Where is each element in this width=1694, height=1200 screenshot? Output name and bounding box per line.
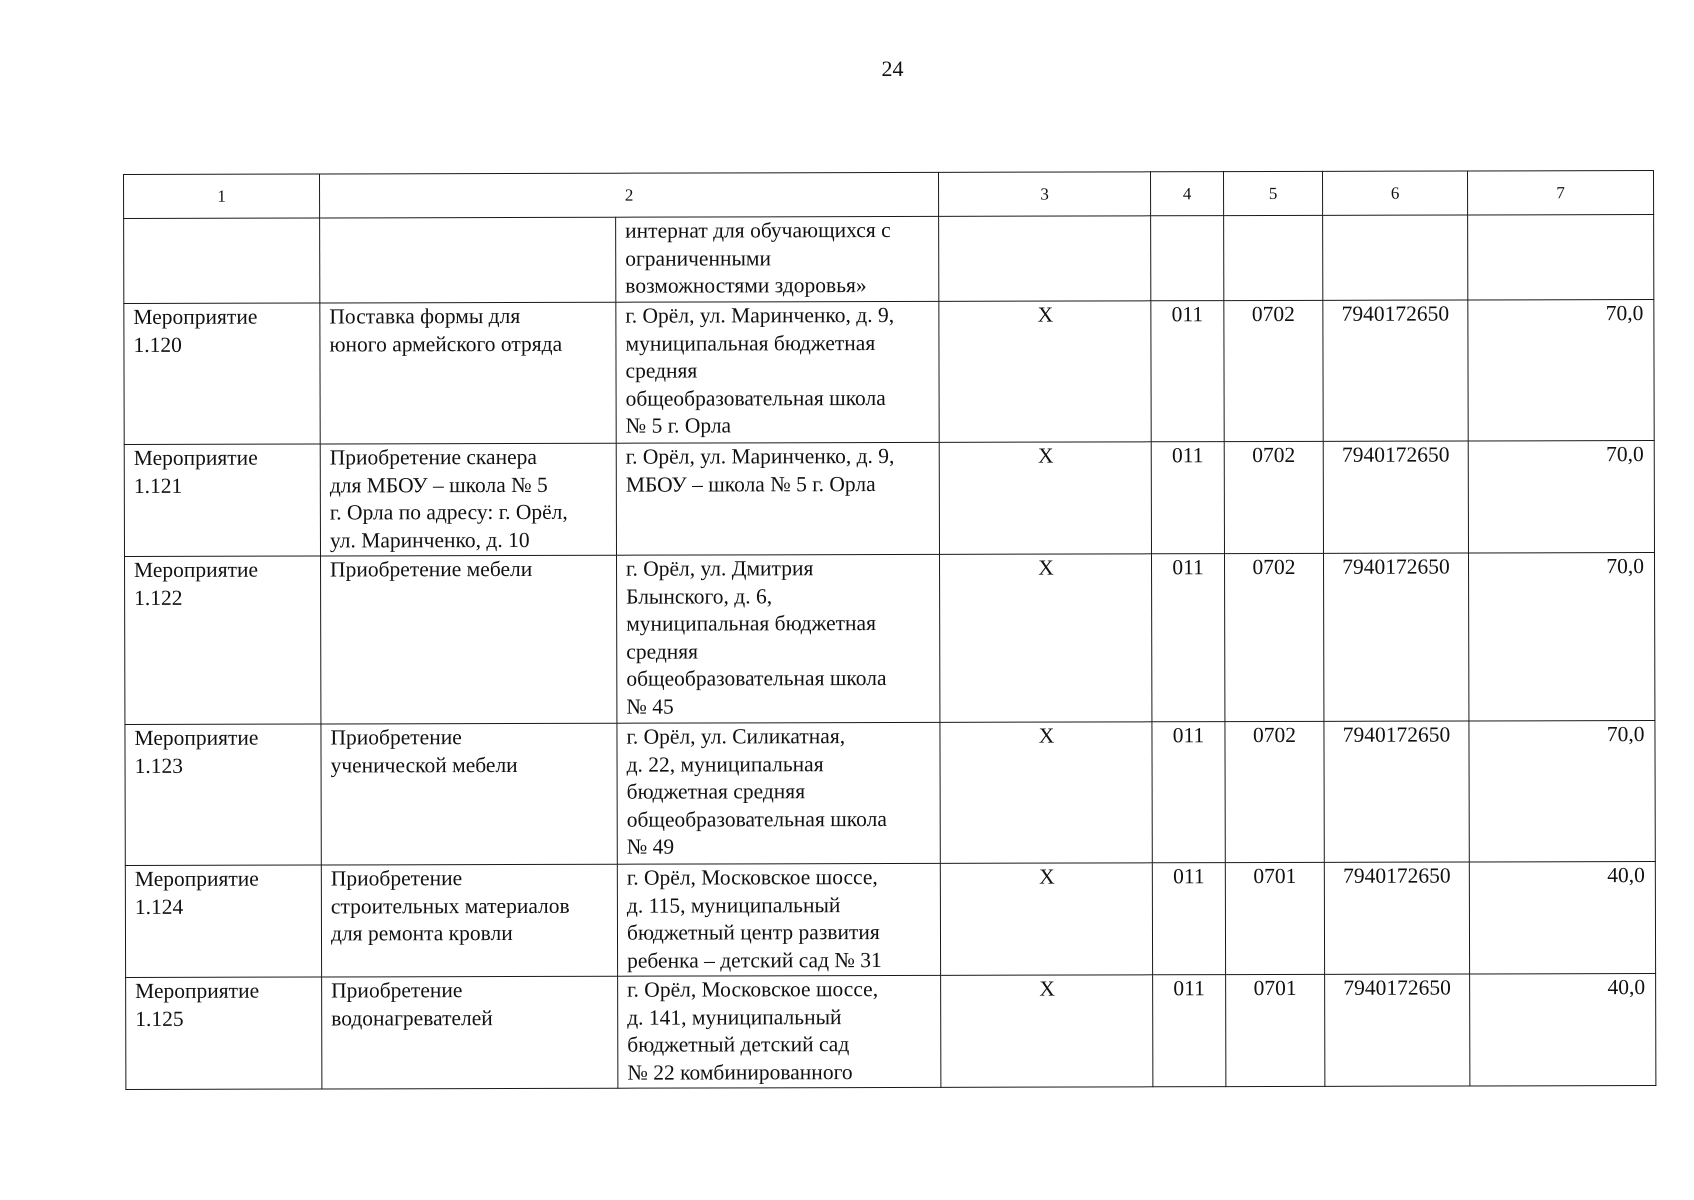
- address-cell: г. Орёл, ул. Маринченко, д. 9, муниципальная бюджетная средняя общеобразовательная школа № 5 г. Орла: [616, 301, 939, 443]
- col6-cell: 7940172650: [1324, 721, 1469, 862]
- name-cell: Приобретение мебели: [321, 555, 617, 724]
- table-row: [126, 973, 1656, 1089]
- col3-cell: X: [939, 554, 1151, 723]
- col3-cell: X: [941, 975, 1153, 1088]
- col4-cell: 011: [1151, 554, 1224, 722]
- col7-cell: 70,0: [1468, 299, 1654, 440]
- name-cell: Приобретение ученической мебели: [321, 723, 617, 865]
- header-cell-6: 6: [1322, 171, 1467, 215]
- measure-cell: [124, 218, 320, 304]
- name-cell: [320, 217, 616, 303]
- col3-cell: X: [940, 722, 1152, 864]
- address-cell: г. Орёл, Московское шоссе, д. 115, муниципальный бюджетный центр развития ребенка – детский сад № 31: [617, 863, 940, 976]
- table-row: [124, 440, 1654, 556]
- col7-cell: 70,0: [1469, 720, 1655, 861]
- col4-cell: 011: [1152, 863, 1225, 975]
- measure-cell: Мероприятие 1.120: [124, 303, 320, 445]
- col6-cell: 7940172650: [1324, 862, 1469, 974]
- col6-cell: 7940172650: [1325, 974, 1470, 1086]
- address-cell: г. Орёл, ул. Силикатная, д. 22, муниципальная бюджетная средняя общеобразовательная школа № 49: [617, 722, 940, 864]
- page-number: 24: [881, 56, 904, 81]
- col3-cell: X: [939, 442, 1151, 555]
- col7-cell: 70,0: [1468, 440, 1654, 552]
- address-cell: г. Орёл, Московское шоссе, д. 141, муниципальный бюджетный детский сад № 22 комбинированного: [618, 975, 941, 1088]
- col3-cell: [939, 216, 1151, 302]
- header-cell-7: 7: [1467, 170, 1653, 214]
- measures-table: [123, 170, 1656, 1090]
- col7-cell: [1468, 214, 1654, 299]
- col7-cell: 70,0: [1468, 552, 1654, 720]
- col7-cell: 40,0: [1469, 861, 1655, 973]
- header-cell-5: 5: [1223, 171, 1322, 215]
- col4-cell: [1151, 216, 1224, 301]
- table-row: [125, 720, 1655, 865]
- header-cell-3: 3: [938, 172, 1150, 217]
- header-cell-2: 2: [320, 172, 939, 218]
- header-cell-4: 4: [1150, 172, 1223, 216]
- col5-cell: 0702: [1225, 721, 1324, 862]
- col5-cell: 0702: [1224, 300, 1323, 441]
- col5-cell: 0701: [1225, 862, 1324, 974]
- header-row: [124, 170, 1654, 218]
- name-cell: Поставка формы для юного армейского отряда: [320, 302, 616, 444]
- table-row: [124, 214, 1654, 303]
- table-row: [125, 552, 1655, 724]
- col6-cell: [1323, 215, 1468, 300]
- table-row: [124, 299, 1654, 444]
- table-row: [125, 861, 1655, 977]
- measure-cell: Мероприятие 1.125: [126, 977, 322, 1090]
- col3-cell: X: [939, 301, 1151, 443]
- col4-cell: 011: [1153, 975, 1226, 1087]
- header-cell-1: 1: [124, 174, 320, 219]
- col5-cell: [1224, 215, 1323, 300]
- col5-cell: 0702: [1224, 441, 1323, 553]
- name-cell: Приобретение водонагревателей: [322, 976, 618, 1089]
- name-cell: Приобретение сканера для МБОУ – школа № 5 г. Орла по адресу: г. Орёл, ул. Маринченко, д. 10: [320, 443, 616, 556]
- col3-cell: X: [940, 863, 1152, 976]
- col7-cell: 40,0: [1470, 973, 1656, 1085]
- measure-cell: Мероприятие 1.124: [125, 865, 321, 978]
- col4-cell: 011: [1152, 722, 1225, 863]
- address-cell: г. Орёл, ул. Дмитрия Блынского, д. 6, муниципальная бюджетная средняя общеобразовательная школа № 45: [616, 554, 939, 723]
- col4-cell: 011: [1151, 301, 1224, 442]
- col4-cell: 011: [1151, 442, 1224, 554]
- measure-cell: Мероприятие 1.121: [124, 444, 320, 557]
- col6-cell: 7940172650: [1323, 441, 1468, 553]
- col5-cell: 0701: [1226, 974, 1325, 1086]
- name-cell: Приобретение строительных материалов для ремонта кровли: [321, 864, 617, 977]
- measure-cell: Мероприятие 1.123: [125, 724, 321, 866]
- col5-cell: 0702: [1224, 553, 1323, 721]
- col6-cell: 7940172650: [1323, 300, 1468, 441]
- col6-cell: 7940172650: [1323, 553, 1468, 721]
- address-cell: интернат для обучающихся с ограниченными возможностями здоровья»: [616, 216, 939, 302]
- measure-cell: Мероприятие 1.122: [125, 556, 321, 725]
- address-cell: г. Орёл, ул. Маринченко, д. 9, МБОУ – школа № 5 г. Орла: [616, 442, 939, 555]
